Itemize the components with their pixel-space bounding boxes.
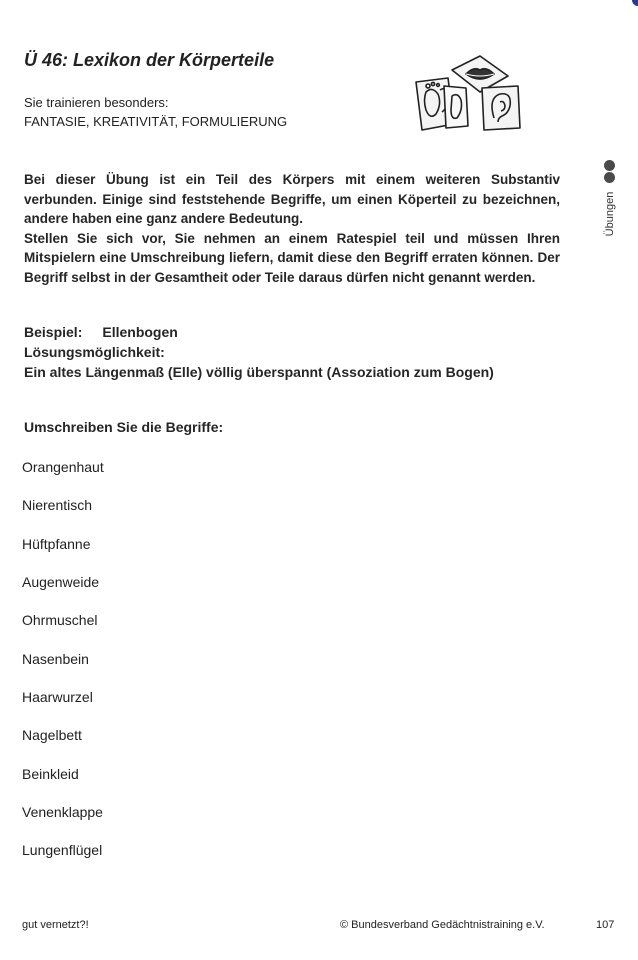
list-item: Venenklappe bbox=[22, 804, 103, 821]
body-parts-illustration bbox=[408, 52, 528, 136]
list-item: Haarwurzel bbox=[22, 689, 93, 706]
example-label: Beispiel: bbox=[24, 324, 83, 340]
ear-card-icon bbox=[482, 86, 520, 130]
training-focus bbox=[24, 93, 287, 131]
section-tab bbox=[600, 160, 620, 240]
solution-text: Ein altes Längenmaß (Elle) völlig überspannt (Assoziation zum Bogen) bbox=[24, 364, 494, 380]
intro-paragraph: Stellen Sie sich vor, Sie nehmen an einem Ratespiel teil und müssen Ihren Mitspielern eine Umschreibung liefern, damit diese den Begriff erraten können. Der Begriff selbst in der Gesamtheit oder Teile daraus dürfen nicht genannt werden. bbox=[24, 230, 560, 285]
list-item: Ohrmuschel bbox=[22, 612, 98, 629]
tab-dot-icon bbox=[604, 172, 615, 183]
training-focus-skills: FANTASIE, KREATIVITÄT, FORMULIERUNG bbox=[24, 114, 288, 129]
example-block bbox=[24, 322, 494, 382]
footer-copyright: © Bundesverband Gedächtnistraining e.V. bbox=[340, 919, 545, 931]
list-item: Orangenhaut bbox=[22, 459, 104, 475]
intro-paragraph: Bei dieser Übung ist ein Teil des Körpers mit einem weiteren Substantiv verbunden. Einige sind feststehende Begriffe, um einen Köperteil zu bezeichnen, andere haben eine ganz andere Bedeutung. bbox=[24, 172, 560, 226]
list-item: Nagelbett bbox=[22, 727, 82, 744]
training-focus-label: Sie trainieren besonders: bbox=[24, 95, 169, 110]
instruction: Umschreiben Sie die Begriffe: bbox=[24, 419, 224, 435]
list-item: Beinkleid bbox=[22, 765, 79, 782]
solution-label: Lösungsmöglichkeit: bbox=[24, 344, 165, 360]
section-tab-label: Übungen bbox=[604, 191, 616, 237]
tab-dot-icon bbox=[604, 160, 615, 171]
intro-text bbox=[24, 170, 560, 287]
list-item: Lungenflügel bbox=[22, 842, 103, 859]
list-item: Hüftpfanne bbox=[22, 535, 91, 552]
term-list bbox=[22, 457, 104, 879]
footer-book-title: gut vernetzt?! bbox=[22, 919, 89, 931]
page-title: Ü 46: Lexikon der Körperteile bbox=[24, 50, 275, 70]
list-item: Nasenbein bbox=[22, 650, 89, 667]
page-number: 107 bbox=[596, 919, 615, 931]
corner-mark bbox=[632, 0, 638, 6]
list-item: Augenweide bbox=[22, 574, 100, 591]
list-item: Nierentisch bbox=[22, 497, 93, 514]
example-word: Ellenbogen bbox=[102, 324, 178, 340]
